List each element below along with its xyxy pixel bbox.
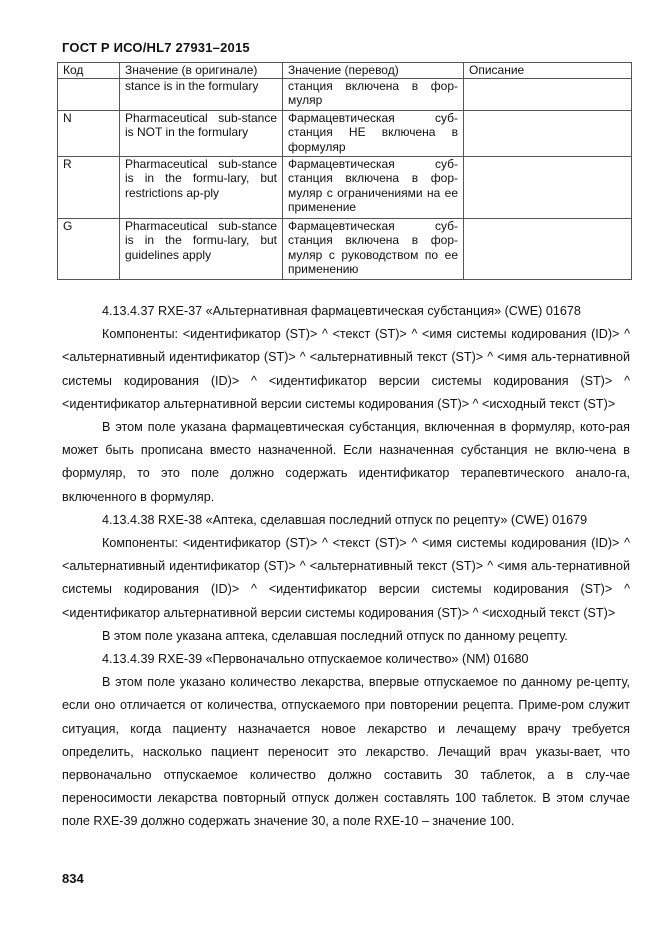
cell-translation: Фармацевтическая суб-станция НЕ включена в формуляр <box>283 110 464 156</box>
body-text <box>62 300 630 834</box>
cell-translation: Фармацевтическая суб-станция включена в фор-муляр с ограничениями на ее применение <box>283 156 464 218</box>
cell-description <box>464 218 632 279</box>
cell-translation: станция включена в фор-муляр <box>283 78 464 110</box>
paragraph-components-rxe37: Компоненты: <идентификатор (ST)> ^ <текст (ST)> ^ <имя системы кодирования (ID)> ^ <альтернативный идентификатор (ST)> ^ <альтернативный текст (ST)> ^ <имя аль-тернативной системы кодирования (ID)> ^ <идентификатор версии системы кодирования (ST)> ^ <идентификатор альтернативной версии системы кодирования (ST)> ^ <исходный текст (ST)> <box>62 327 630 411</box>
table-row <box>58 156 632 218</box>
column-header-translation: Значение (перевод) <box>283 63 464 79</box>
paragraph-components-rxe38: Компоненты: <идентификатор (ST)> ^ <текст (ST)> ^ <имя системы кодирования (ID)> ^ <альтернативный идентификатор (ST)> ^ <альтернативный текст (ST)> ^ <имя аль-тернативной системы кодирования (ID)> ^ <идентификатор версии системы кодирования (ST)> ^ <идентификатор альтернативной версии системы кодирования (ST)> ^ <исходный текст (ST)> <box>62 536 630 620</box>
cell-code: N <box>58 110 120 156</box>
cell-original: Pharmaceutical sub-stance is in the formu-lary, but restrictions ap-ply <box>120 156 283 218</box>
table-row <box>58 218 632 279</box>
document-header: ГОСТ Р ИСО/HL7 27931–2015 <box>62 40 250 55</box>
section-heading-rxe38: 4.13.4.38 RXE-38 «Аптека, сделавшая последний отпуск по рецепту» (CWE) 01679 <box>102 512 588 527</box>
column-header-code: Код <box>58 63 120 79</box>
table-row <box>58 110 632 156</box>
cell-original: stance is in the formulary <box>120 78 283 110</box>
table-header-row <box>58 63 632 79</box>
cell-description <box>464 110 632 156</box>
column-header-description: Описание <box>464 63 632 79</box>
paragraph-description-rxe38: В этом поле указана аптека, сделавшая последний отпуск по данному рецепту. <box>102 628 568 643</box>
section-heading-rxe37: 4.13.4.37 RXE-37 «Альтернативная фармацевтическая субстанция» (CWE) 01678 <box>102 304 581 318</box>
code-table <box>57 62 632 280</box>
column-header-original: Значение (в оригинале) <box>120 63 283 79</box>
cell-code: G <box>58 218 120 279</box>
section-heading-rxe39: 4.13.4.39 RXE-39 «Первоначально отпускаемое количество» (NM) 01680 <box>102 652 529 667</box>
paragraph-description-rxe37: В этом поле указана фармацевтическая субстанция, включенная в формуляр, кото-рая может быть прописана вместо назначенной. Если назначенная субстанция не вклю-чена в формуляр, то это поле должно содержать идентификатор терапевтического анало-га, включенного в формуляр. <box>62 420 630 504</box>
paragraph-description-rxe39: В этом поле указано количество лекарства, впервые отпускаемое по данному ре-цепту, если оно отличается от количества, отпускаемого при повторении рецепта. Приме-ром служит ситуация, когда пациенту назначается новое лекарство и лечащему врачу требуется определить, насколько пациент переносит это лекарство. Лечащий врач указы-вает, что первоначально отпускаемое количество должно составить 30 таблеток, а в слу-чае переносимости лекарства повторный отпуск должен составлять 100 таблеток. В этом случае поле RXE-39 должно содержать значение 30, а поле RXE-10 – значение 100. <box>62 675 630 829</box>
cell-translation: Фармацевтическая суб-станция включена в фор-муляр с руководством по ее применению <box>283 218 464 279</box>
cell-original: Pharmaceutical sub-stance is in the formu-lary, but guidelines apply <box>120 218 283 279</box>
cell-code: R <box>58 156 120 218</box>
page-number: 834 <box>62 871 84 886</box>
cell-description <box>464 78 632 110</box>
cell-code <box>58 78 120 110</box>
cell-original: Pharmaceutical sub-stance is NOT in the formulary <box>120 110 283 156</box>
table-row <box>58 78 632 110</box>
cell-description <box>464 156 632 218</box>
